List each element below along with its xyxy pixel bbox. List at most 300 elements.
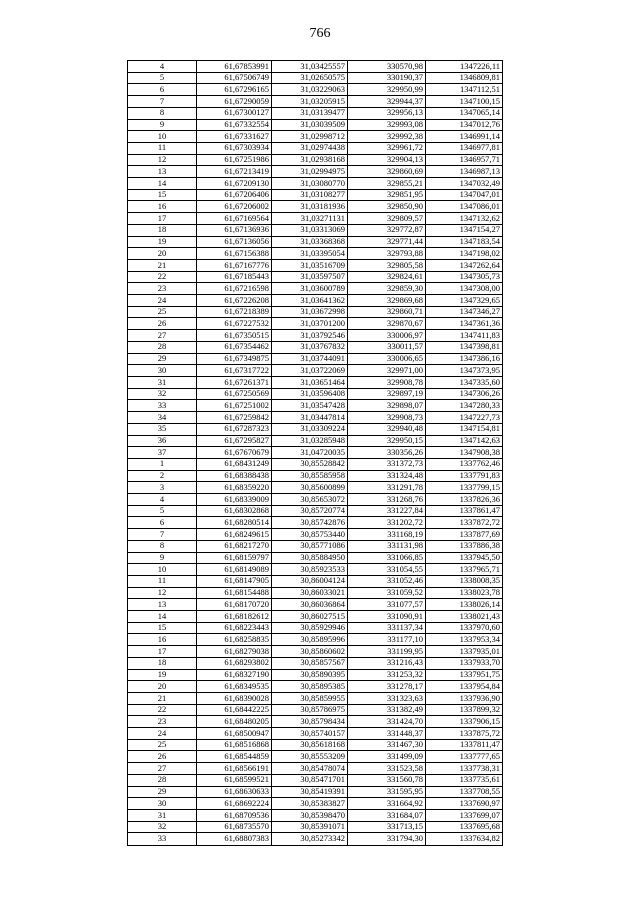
coord-b-cell: 30,86027515 — [272, 611, 348, 623]
table-row — [128, 224, 503, 236]
coord-a-cell: 61,67250569 — [197, 388, 272, 400]
coord-a-cell: 61,68390028 — [197, 692, 272, 704]
table-row — [128, 423, 503, 435]
table-row — [128, 540, 503, 552]
coord-y-cell: 1338023,78 — [426, 587, 503, 599]
coord-x-cell: 329971,00 — [348, 365, 426, 377]
table-row — [128, 505, 503, 517]
coord-b-cell: 31,03368368 — [272, 236, 348, 248]
coord-y-cell: 1337690,97 — [426, 798, 503, 810]
point-number-cell: 14 — [128, 611, 197, 623]
point-number-cell: 8 — [128, 540, 197, 552]
coord-x-cell: 329944,37 — [348, 96, 426, 108]
point-number-cell: 22 — [128, 271, 197, 283]
table-row — [128, 482, 503, 494]
coord-x-cell: 331291,78 — [348, 482, 426, 494]
coord-x-cell: 329908,78 — [348, 376, 426, 388]
point-number-cell: 36 — [128, 435, 197, 447]
coord-y-cell: 1337954,84 — [426, 681, 503, 693]
coord-y-cell: 1337906,15 — [426, 716, 503, 728]
coord-y-cell: 1337708,55 — [426, 786, 503, 798]
coord-a-cell: 61,67206002 — [197, 201, 272, 213]
point-number-cell: 4 — [128, 494, 197, 506]
coord-x-cell: 331794,30 — [348, 833, 426, 846]
table-row — [128, 376, 503, 388]
table-row — [128, 774, 503, 786]
table-row — [128, 306, 503, 318]
point-number-cell: 11 — [128, 575, 197, 587]
coord-y-cell: 1337933,70 — [426, 657, 503, 669]
coord-b-cell: 31,03722069 — [272, 365, 348, 377]
coord-y-cell: 1347032,49 — [426, 178, 503, 190]
coord-y-cell: 1338026,14 — [426, 599, 503, 611]
coord-b-cell: 31,03672998 — [272, 306, 348, 318]
point-number-cell: 26 — [128, 318, 197, 330]
table-row — [128, 681, 503, 693]
coord-x-cell: 330570,98 — [348, 61, 426, 73]
coord-y-cell: 1337826,36 — [426, 494, 503, 506]
table-row — [128, 388, 503, 400]
coord-a-cell: 61,68709536 — [197, 810, 272, 822]
coord-x-cell: 331499,09 — [348, 751, 426, 763]
coord-b-cell: 31,03080770 — [272, 178, 348, 190]
coord-b-cell: 30,85890395 — [272, 669, 348, 681]
coord-a-cell: 61,68182612 — [197, 611, 272, 623]
table-row — [128, 166, 503, 178]
coord-x-cell: 331054,55 — [348, 564, 426, 576]
coord-a-cell: 61,68807383 — [197, 833, 272, 846]
coord-a-cell: 61,67136056 — [197, 236, 272, 248]
table-row — [128, 248, 503, 260]
coord-b-cell: 31,03767832 — [272, 341, 348, 353]
coord-b-cell: 30,85740157 — [272, 728, 348, 740]
coord-b-cell: 30,85600899 — [272, 482, 348, 494]
coord-b-cell: 31,03597507 — [272, 271, 348, 283]
coord-a-cell: 61,67350515 — [197, 330, 272, 342]
coord-x-cell: 331372,73 — [348, 458, 426, 470]
coord-y-cell: 1347226,11 — [426, 61, 503, 73]
point-number-cell: 2 — [128, 470, 197, 482]
coord-x-cell: 331253,32 — [348, 669, 426, 681]
point-number-cell: 30 — [128, 798, 197, 810]
coord-b-cell: 30,85798434 — [272, 716, 348, 728]
coord-y-cell: 1337811,47 — [426, 739, 503, 751]
coord-a-cell: 61,68149089 — [197, 564, 272, 576]
coord-b-cell: 30,85419391 — [272, 786, 348, 798]
point-number-cell: 19 — [128, 236, 197, 248]
coord-y-cell: 1337872,72 — [426, 517, 503, 529]
coord-y-cell: 1337634,82 — [426, 833, 503, 846]
coord-a-cell: 61,67670679 — [197, 447, 272, 459]
point-number-cell: 21 — [128, 259, 197, 271]
coord-x-cell: 329809,57 — [348, 213, 426, 225]
point-number-cell: 6 — [128, 517, 197, 529]
point-number-cell: 7 — [128, 96, 197, 108]
coord-x-cell: 329805,58 — [348, 259, 426, 271]
coord-a-cell: 61,68302868 — [197, 505, 272, 517]
coord-b-cell: 30,85895385 — [272, 681, 348, 693]
coord-y-cell: 1337945,50 — [426, 552, 503, 564]
coord-x-cell: 331560,78 — [348, 774, 426, 786]
point-number-cell: 31 — [128, 810, 197, 822]
coord-x-cell: 329859,30 — [348, 283, 426, 295]
page-number: 766 — [309, 26, 331, 41]
table-row — [128, 201, 503, 213]
coord-b-cell: 31,03229063 — [272, 84, 348, 96]
point-number-cell: 23 — [128, 716, 197, 728]
coord-x-cell: 331168,19 — [348, 529, 426, 541]
coord-b-cell: 30,85471701 — [272, 774, 348, 786]
coord-a-cell: 61,68258835 — [197, 634, 272, 646]
coord-x-cell: 331090,91 — [348, 611, 426, 623]
coord-b-cell: 30,85720774 — [272, 505, 348, 517]
coord-x-cell: 331595,95 — [348, 786, 426, 798]
point-number-cell: 37 — [128, 447, 197, 459]
point-number-cell: 20 — [128, 248, 197, 260]
point-number-cell: 26 — [128, 751, 197, 763]
coord-b-cell: 30,85860602 — [272, 646, 348, 658]
coord-a-cell: 61,68159797 — [197, 552, 272, 564]
table-row — [128, 494, 503, 506]
coord-x-cell: 329850,90 — [348, 201, 426, 213]
coord-a-cell: 61,67506749 — [197, 72, 272, 84]
point-number-cell: 21 — [128, 692, 197, 704]
coord-x-cell: 331713,15 — [348, 821, 426, 833]
coord-y-cell: 1338008,35 — [426, 575, 503, 587]
table-row — [128, 259, 503, 271]
coord-x-cell: 331202,72 — [348, 517, 426, 529]
table-row — [128, 517, 503, 529]
coord-b-cell: 31,02938168 — [272, 154, 348, 166]
coord-b-cell: 31,03516709 — [272, 259, 348, 271]
coord-x-cell: 329860,69 — [348, 166, 426, 178]
coord-a-cell: 61,67226208 — [197, 295, 272, 307]
coord-a-cell: 61,67261371 — [197, 376, 272, 388]
coord-b-cell: 30,86033021 — [272, 587, 348, 599]
point-number-cell: 24 — [128, 295, 197, 307]
point-number-cell: 10 — [128, 131, 197, 143]
point-number-cell: 35 — [128, 423, 197, 435]
point-number-cell: 3 — [128, 482, 197, 494]
coord-x-cell: 330356,26 — [348, 447, 426, 459]
coord-b-cell: 31,03139477 — [272, 107, 348, 119]
point-number-cell: 12 — [128, 587, 197, 599]
table-row — [128, 61, 503, 73]
coord-y-cell: 1337899,32 — [426, 704, 503, 716]
coord-x-cell: 331216,43 — [348, 657, 426, 669]
table-row — [128, 611, 503, 623]
coord-x-cell: 329961,72 — [348, 142, 426, 154]
coord-y-cell: 1337951,75 — [426, 669, 503, 681]
table-row — [128, 330, 503, 342]
coord-y-cell: 1347183,54 — [426, 236, 503, 248]
point-number-cell: 16 — [128, 201, 197, 213]
point-number-cell: 32 — [128, 821, 197, 833]
coord-y-cell: 1337777,65 — [426, 751, 503, 763]
coord-x-cell: 329772,87 — [348, 224, 426, 236]
coord-y-cell: 1347306,26 — [426, 388, 503, 400]
table-row — [128, 646, 503, 658]
coord-a-cell: 61,68442225 — [197, 704, 272, 716]
coord-a-cell: 61,68480205 — [197, 716, 272, 728]
coord-y-cell: 1337877,69 — [426, 529, 503, 541]
coord-a-cell: 61,67251986 — [197, 154, 272, 166]
point-number-cell: 25 — [128, 306, 197, 318]
coord-y-cell: 1337953,34 — [426, 634, 503, 646]
table-row — [128, 96, 503, 108]
coord-a-cell: 61,68544859 — [197, 751, 272, 763]
coord-a-cell: 61,67354462 — [197, 341, 272, 353]
table-row — [128, 704, 503, 716]
coord-x-cell: 331382,49 — [348, 704, 426, 716]
point-number-cell: 24 — [128, 728, 197, 740]
point-number-cell: 5 — [128, 72, 197, 84]
coord-b-cell: 31,03792546 — [272, 330, 348, 342]
coord-y-cell: 1337695,68 — [426, 821, 503, 833]
coord-a-cell: 61,67167776 — [197, 259, 272, 271]
coord-y-cell: 1347142,63 — [426, 435, 503, 447]
coord-x-cell: 331448,37 — [348, 728, 426, 740]
table-row — [128, 412, 503, 424]
point-number-cell: 10 — [128, 564, 197, 576]
coord-y-cell: 1337936,90 — [426, 692, 503, 704]
table-row — [128, 564, 503, 576]
table-row — [128, 271, 503, 283]
coord-y-cell: 1347262,64 — [426, 259, 503, 271]
coord-b-cell: 31,03039509 — [272, 119, 348, 131]
coord-a-cell: 61,68217270 — [197, 540, 272, 552]
coord-b-cell: 31,03205915 — [272, 96, 348, 108]
coord-a-cell: 61,68339009 — [197, 494, 272, 506]
coord-y-cell: 1347908,38 — [426, 447, 503, 459]
coord-x-cell: 330190,37 — [348, 72, 426, 84]
coord-a-cell: 61,68249615 — [197, 529, 272, 541]
coord-a-cell: 61,67136936 — [197, 224, 272, 236]
coord-b-cell: 31,03447814 — [272, 412, 348, 424]
coord-a-cell: 61,67296165 — [197, 84, 272, 96]
coord-b-cell: 30,86036864 — [272, 599, 348, 611]
coord-b-cell: 30,85653072 — [272, 494, 348, 506]
table-row — [128, 575, 503, 587]
point-number-cell: 17 — [128, 646, 197, 658]
coord-a-cell: 61,67295827 — [197, 435, 272, 447]
table-row — [128, 154, 503, 166]
table-row — [128, 283, 503, 295]
table-row — [128, 236, 503, 248]
point-number-cell: 6 — [128, 84, 197, 96]
coord-y-cell: 1347012,76 — [426, 119, 503, 131]
coord-y-cell: 1337735,61 — [426, 774, 503, 786]
coord-b-cell: 30,85478074 — [272, 763, 348, 775]
coord-b-cell: 31,03596408 — [272, 388, 348, 400]
coord-b-cell: 31,03108277 — [272, 189, 348, 201]
coord-y-cell: 1346957,71 — [426, 154, 503, 166]
coord-a-cell: 61,68735570 — [197, 821, 272, 833]
table-row — [128, 400, 503, 412]
table-row — [128, 634, 503, 646]
point-number-cell: 7 — [128, 529, 197, 541]
coord-b-cell: 31,02998712 — [272, 131, 348, 143]
coord-a-cell: 61,68566191 — [197, 763, 272, 775]
coord-b-cell: 30,85929946 — [272, 622, 348, 634]
coord-y-cell: 1347227,73 — [426, 412, 503, 424]
coord-y-cell: 1346991,14 — [426, 131, 503, 143]
coord-y-cell: 1347100,15 — [426, 96, 503, 108]
point-number-cell: 12 — [128, 154, 197, 166]
coord-y-cell: 1347065,14 — [426, 107, 503, 119]
coord-x-cell: 331137,34 — [348, 622, 426, 634]
coord-b-cell: 31,03701200 — [272, 318, 348, 330]
point-number-cell: 23 — [128, 283, 197, 295]
coord-y-cell: 1347398,81 — [426, 341, 503, 353]
coord-a-cell: 61,68349535 — [197, 681, 272, 693]
coord-a-cell: 61,67317722 — [197, 365, 272, 377]
coord-y-cell: 1337965,71 — [426, 564, 503, 576]
coord-y-cell: 1337791,83 — [426, 470, 503, 482]
point-number-cell: 33 — [128, 833, 197, 846]
point-number-cell: 28 — [128, 341, 197, 353]
table-row — [128, 529, 503, 541]
coord-a-cell: 61,67251002 — [197, 400, 272, 412]
coord-x-cell: 329898,07 — [348, 400, 426, 412]
coord-b-cell: 30,85618168 — [272, 739, 348, 751]
coord-y-cell: 1337875,72 — [426, 728, 503, 740]
coord-a-cell: 61,67290059 — [197, 96, 272, 108]
coord-y-cell: 1346987,13 — [426, 166, 503, 178]
point-number-cell: 32 — [128, 388, 197, 400]
coord-a-cell: 61,67156388 — [197, 248, 272, 260]
coord-x-cell: 329870,67 — [348, 318, 426, 330]
coord-b-cell: 30,85742876 — [272, 517, 348, 529]
coord-a-cell: 61,67300127 — [197, 107, 272, 119]
coord-a-cell: 61,68170720 — [197, 599, 272, 611]
point-number-cell: 15 — [128, 189, 197, 201]
table-row — [128, 131, 503, 143]
table-row — [128, 751, 503, 763]
coord-a-cell: 61,67303934 — [197, 142, 272, 154]
table-row — [128, 341, 503, 353]
coord-a-cell: 61,68223443 — [197, 622, 272, 634]
coord-b-cell: 30,85528842 — [272, 458, 348, 470]
table-row — [128, 435, 503, 447]
coord-x-cell: 331324,48 — [348, 470, 426, 482]
coord-a-cell: 61,68147905 — [197, 575, 272, 587]
table-row — [128, 189, 503, 201]
coord-x-cell: 329771,44 — [348, 236, 426, 248]
coord-b-cell: 30,85398470 — [272, 810, 348, 822]
coord-x-cell: 329855,21 — [348, 178, 426, 190]
point-number-cell: 29 — [128, 353, 197, 365]
coord-a-cell: 61,67227532 — [197, 318, 272, 330]
coord-b-cell: 30,85895996 — [272, 634, 348, 646]
coord-b-cell: 30,85923533 — [272, 564, 348, 576]
table-row — [128, 318, 503, 330]
coord-x-cell: 331467,30 — [348, 739, 426, 751]
coord-y-cell: 1347386,16 — [426, 353, 503, 365]
coordinates-table-body — [128, 61, 503, 846]
coord-y-cell: 1337738,31 — [426, 763, 503, 775]
coord-y-cell: 1347047,01 — [426, 189, 503, 201]
point-number-cell: 20 — [128, 681, 197, 693]
coord-b-cell: 30,85786975 — [272, 704, 348, 716]
coord-x-cell: 331268,76 — [348, 494, 426, 506]
coord-a-cell: 61,67331627 — [197, 131, 272, 143]
table-row — [128, 119, 503, 131]
table-row — [128, 353, 503, 365]
coord-y-cell: 1337970,60 — [426, 622, 503, 634]
coord-a-cell: 61,67218389 — [197, 306, 272, 318]
coord-a-cell: 61,67169564 — [197, 213, 272, 225]
point-number-cell: 13 — [128, 599, 197, 611]
coord-b-cell: 31,02974438 — [272, 142, 348, 154]
coord-a-cell: 61,67185443 — [197, 271, 272, 283]
point-number-cell: 17 — [128, 213, 197, 225]
coord-a-cell: 61,67332554 — [197, 119, 272, 131]
point-number-cell: 28 — [128, 774, 197, 786]
coord-a-cell: 61,67216598 — [197, 283, 272, 295]
table-row — [128, 599, 503, 611]
coord-y-cell: 1347280,33 — [426, 400, 503, 412]
table-row — [128, 763, 503, 775]
table-row — [128, 728, 503, 740]
coord-a-cell: 61,68388438 — [197, 470, 272, 482]
coord-y-cell: 1347086,01 — [426, 201, 503, 213]
coord-x-cell: 329940,48 — [348, 423, 426, 435]
point-number-cell: 8 — [128, 107, 197, 119]
coord-y-cell: 1347154,81 — [426, 423, 503, 435]
coord-b-cell: 30,85383827 — [272, 798, 348, 810]
coord-x-cell: 329869,68 — [348, 295, 426, 307]
coord-b-cell: 30,85771086 — [272, 540, 348, 552]
table-row — [128, 72, 503, 84]
coord-x-cell: 331523,58 — [348, 763, 426, 775]
coord-a-cell: 61,68359220 — [197, 482, 272, 494]
point-number-cell: 16 — [128, 634, 197, 646]
coord-a-cell: 61,68431249 — [197, 458, 272, 470]
coord-b-cell: 30,86004124 — [272, 575, 348, 587]
coord-x-cell: 331177,10 — [348, 634, 426, 646]
point-number-cell: 18 — [128, 224, 197, 236]
point-number-cell: 1 — [128, 458, 197, 470]
coord-x-cell: 329950,15 — [348, 435, 426, 447]
point-number-cell: 5 — [128, 505, 197, 517]
point-number-cell: 9 — [128, 119, 197, 131]
coord-a-cell: 61,68630633 — [197, 786, 272, 798]
coord-x-cell: 329897,19 — [348, 388, 426, 400]
coord-b-cell: 30,85585958 — [272, 470, 348, 482]
table-row — [128, 622, 503, 634]
table-row — [128, 84, 503, 96]
coord-a-cell: 61,67213419 — [197, 166, 272, 178]
coord-a-cell: 61,68154488 — [197, 587, 272, 599]
coord-x-cell: 330006,65 — [348, 353, 426, 365]
coord-y-cell: 1337886,38 — [426, 540, 503, 552]
coord-a-cell: 61,67206406 — [197, 189, 272, 201]
coordinates-table — [127, 60, 503, 846]
point-number-cell: 4 — [128, 61, 197, 73]
coord-y-cell: 1347335,60 — [426, 376, 503, 388]
coord-x-cell: 329824,61 — [348, 271, 426, 283]
coord-y-cell: 1347198,02 — [426, 248, 503, 260]
table-row — [128, 657, 503, 669]
point-number-cell: 30 — [128, 365, 197, 377]
coord-y-cell: 1347112,51 — [426, 84, 503, 96]
coord-y-cell: 1347329,65 — [426, 295, 503, 307]
coord-x-cell: 331684,07 — [348, 810, 426, 822]
coord-y-cell: 1347411,83 — [426, 330, 503, 342]
table-row — [128, 295, 503, 307]
coord-x-cell: 331664,92 — [348, 798, 426, 810]
